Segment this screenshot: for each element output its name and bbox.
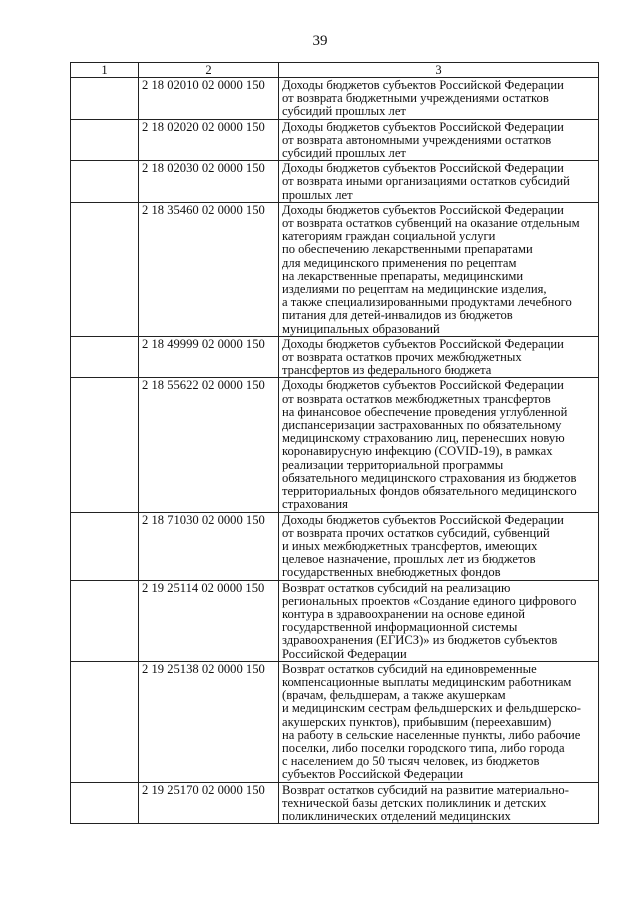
description-line: для медицинского применения по рецептам — [282, 255, 517, 270]
empty-cell — [71, 336, 139, 378]
description-line: и медицинским сестрам фельдшерских и фельдшерско- — [282, 701, 581, 716]
description-line: Доходы бюджетов субъектов Российской Федерации — [282, 336, 564, 351]
description-line: здравоохранения (ЕГИСЗ)» из бюджетов субъектов — [282, 633, 558, 648]
description-line: контура в здравоохранении на основе единой — [282, 606, 526, 621]
description — [279, 78, 599, 120]
description-line: трансфертов из федерального бюджета — [282, 363, 492, 378]
description-line: региональных проектов «Создание единого цифрового — [282, 593, 577, 608]
budget-code: 2 19 25138 02 0000 150 — [139, 661, 279, 782]
description-line: Возврат остатков субсидий на реализацию — [282, 580, 511, 595]
description-line: Доходы бюджетов субъектов Российской Федерации — [282, 202, 564, 217]
column-header-3: 3 — [279, 63, 599, 78]
description-line: (врачам, фельдшерам, а также акушеркам — [282, 688, 506, 703]
column-header-1: 1 — [71, 63, 139, 78]
description-line: Доходы бюджетов субъектов Российской Федерации — [282, 78, 564, 92]
budget-code: 2 18 35460 02 0000 150 — [139, 202, 279, 336]
description-line: изделиями по рецептам на медицинские изделия, — [282, 282, 547, 297]
table-row — [71, 202, 599, 336]
empty-cell — [71, 512, 139, 580]
budget-code: 2 19 25114 02 0000 150 — [139, 580, 279, 661]
budget-code: 2 18 49999 02 0000 150 — [139, 336, 279, 378]
description-line: прошлых лет — [282, 187, 353, 202]
budget-code: 2 19 25170 02 0000 150 — [139, 782, 279, 824]
description-line: территориальных фондов обязательного медицинского — [282, 484, 577, 499]
description — [279, 782, 599, 824]
table-row — [71, 119, 599, 161]
budget-code: 2 18 02020 02 0000 150 — [139, 119, 279, 161]
description — [279, 336, 599, 378]
description-line: а также специализированными продуктами лечебного — [282, 295, 572, 310]
empty-cell — [71, 202, 139, 336]
description-line: субсидий прошлых лет — [282, 146, 406, 161]
description-line: на лекарственные препараты, медицинскими — [282, 268, 524, 283]
description-line: Доходы бюджетов субъектов Российской Федерации — [282, 378, 564, 393]
description — [279, 161, 599, 203]
description — [279, 580, 599, 661]
page-number: 39 — [312, 33, 328, 49]
description-line: компенсационные выплаты медицинским работникам — [282, 674, 572, 689]
description-line: с населением до 50 тысяч человек, из бюджетов — [282, 754, 540, 769]
description-line: Возврат остатков субсидий на развитие материально- — [282, 782, 569, 797]
description — [279, 661, 599, 782]
empty-cell — [71, 661, 139, 782]
table-row — [71, 378, 599, 512]
description-line: Доходы бюджетов субъектов Российской Федерации — [282, 161, 564, 176]
table-row — [71, 661, 599, 782]
table-body — [71, 78, 599, 824]
description-line: диспансеризации застрахованных по обязательному — [282, 418, 562, 433]
description-line: от возврата остатков межбюджетных трансфертов — [282, 391, 551, 406]
description-line: государственных внебюджетных фондов — [282, 565, 501, 580]
description-line: от возврата остатков прочих межбюджетных — [282, 350, 522, 365]
description-line: технической базы детских поликлиник и детских — [282, 795, 547, 810]
budget-code: 2 18 02010 02 0000 150 — [139, 78, 279, 120]
table-row — [71, 78, 599, 120]
description-line: обязательного медицинского страхования из бюджетов — [282, 470, 577, 485]
table-row — [71, 782, 599, 824]
budget-codes-table — [70, 62, 599, 824]
budget-code: 2 18 55622 02 0000 150 — [139, 378, 279, 512]
empty-cell — [71, 119, 139, 161]
description-line: целевое назначение, прошлых лет из бюджетов — [282, 552, 536, 567]
description-line: Возврат остатков субсидий на единовременные — [282, 661, 537, 676]
description-line: категориям граждан социальной услуги — [282, 229, 496, 244]
description-line: на работу в сельские населенные пункты, либо рабочие — [282, 727, 581, 742]
description — [279, 119, 599, 161]
description-line: субъектов Российской Федерации — [282, 767, 464, 782]
description-line: Доходы бюджетов субъектов Российской Федерации — [282, 512, 564, 527]
description-line: субсидий прошлых лет — [282, 104, 406, 119]
budget-code: 2 18 71030 02 0000 150 — [139, 512, 279, 580]
description-line: Российской Федерации — [282, 646, 407, 661]
empty-cell — [71, 782, 139, 824]
empty-cell — [71, 161, 139, 203]
description-line: по обеспечению лекарственными препаратами — [282, 242, 533, 257]
budget-code: 2 18 02030 02 0000 150 — [139, 161, 279, 203]
description-line: акушерских пунктов), прибывшим (переехавшим) — [282, 714, 552, 729]
description — [279, 378, 599, 512]
description-line: страхования — [282, 497, 348, 512]
description — [279, 202, 599, 336]
empty-cell — [71, 580, 139, 661]
description-line: питания для детей-инвалидов из бюджетов — [282, 308, 513, 323]
table-row — [71, 161, 599, 203]
description-line: от возврата прочих остатков субсидий, субвенций — [282, 525, 550, 540]
empty-cell — [71, 78, 139, 120]
table-row — [71, 512, 599, 580]
table-row — [71, 336, 599, 378]
description-line: коронавирусную инфекцию (COVID-19), в рамках — [282, 444, 553, 459]
description-line: Доходы бюджетов субъектов Российской Федерации — [282, 119, 564, 134]
description-line: от возврата иными организациями остатков субсидий — [282, 174, 570, 189]
description-line: от возврата бюджетными учреждениями остатков — [282, 91, 549, 106]
description-line: от возврата автономными учреждениями остатков — [282, 132, 552, 147]
description — [279, 512, 599, 580]
description-line: реализации территориальной программы — [282, 457, 504, 472]
description-line: и иных межбюджетных трансфертов, имеющих — [282, 538, 538, 553]
description-line: медицинскому страхованию лиц, перенесших новую — [282, 431, 565, 446]
description-line: муниципальных образований — [282, 321, 440, 336]
table-header-row — [71, 63, 599, 78]
description-line: на финансовое обеспечение проведения углубленной — [282, 404, 568, 419]
column-header-2: 2 — [139, 63, 279, 78]
description-line: государственной информационной системы — [282, 620, 518, 635]
table-row — [71, 580, 599, 661]
description-line: поликлинических отделений медицинских — [282, 808, 511, 823]
empty-cell — [71, 378, 139, 512]
description-line: от возврата остатков субвенций на оказание отдельным — [282, 216, 580, 231]
description-line: поселки, либо поселки городского типа, либо города — [282, 740, 565, 755]
